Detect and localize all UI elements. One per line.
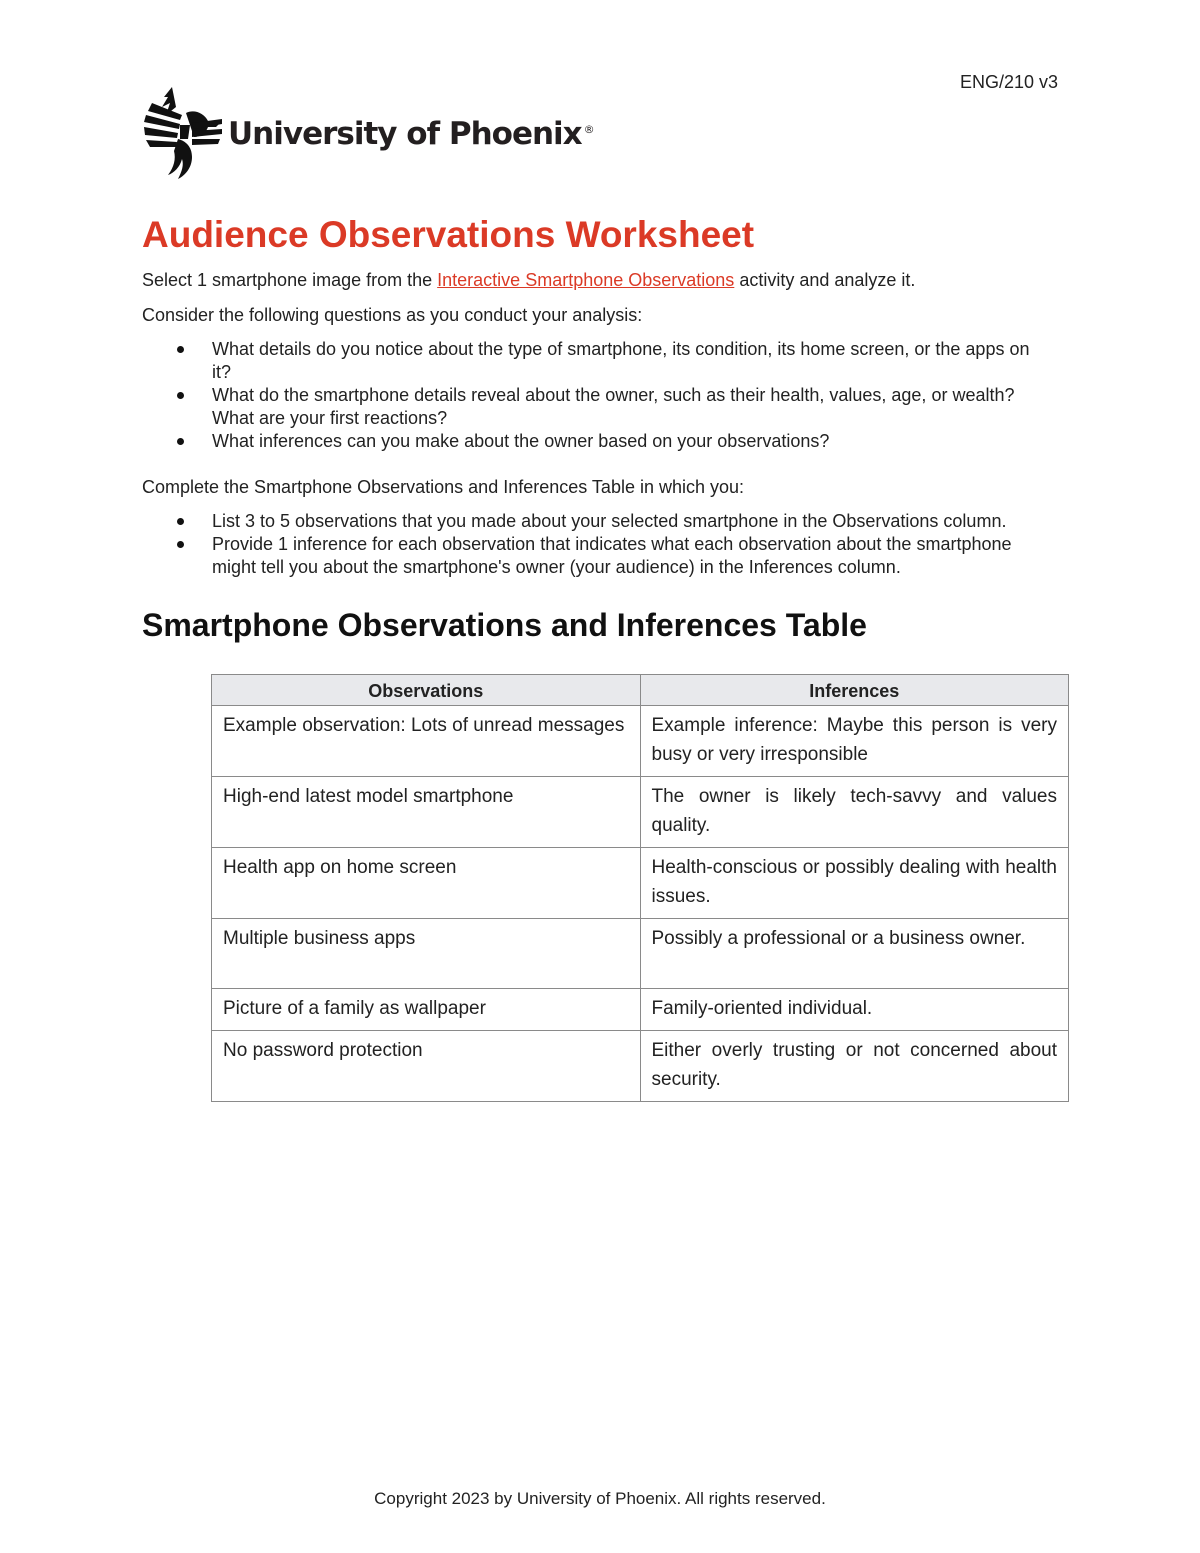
inference-cell: Either overly trusting or not concerned about security. bbox=[640, 1031, 1069, 1102]
university-logo bbox=[142, 84, 594, 180]
consider-instruction: Consider the following questions as you conduct your analysis: bbox=[142, 305, 643, 325]
select-prefix: Select 1 smartphone image from the bbox=[142, 270, 438, 290]
observation-cell: Example observation: Lots of unread messages bbox=[212, 706, 641, 777]
list-item: What do the smartphone details reveal about the owner, such as their health, values, age, or wealth? What are your first reactions? bbox=[212, 384, 1072, 430]
observation-cell: Health app on home screen bbox=[212, 848, 641, 919]
observations-table bbox=[211, 674, 1069, 1102]
copyright-footer: Copyright 2023 by University of Phoenix. All rights reserved. bbox=[374, 1489, 826, 1508]
select-suffix: activity and analyze it. bbox=[734, 270, 916, 290]
phoenix-bird-icon bbox=[142, 85, 222, 179]
inference-cell: Health-conscious or possibly dealing with health issues. bbox=[640, 848, 1069, 919]
list-item: Provide 1 inference for each observation that indicates what each observation about the smartphone might tell you about the smartphone's owner (your audience) in the Inferences column. bbox=[212, 533, 1072, 579]
table-row bbox=[212, 777, 1069, 848]
document-body bbox=[142, 212, 1072, 1102]
table-heading: Smartphone Observations and Inferences Table bbox=[142, 607, 867, 643]
table-row bbox=[212, 1031, 1069, 1102]
observation-cell: No password protection bbox=[212, 1031, 641, 1102]
table-row bbox=[212, 919, 1069, 989]
table-row bbox=[212, 706, 1069, 777]
interactive-smartphone-link[interactable]: Interactive Smartphone Observations bbox=[437, 270, 735, 290]
list-item: What inferences can you make about the owner based on your observations? bbox=[212, 430, 1072, 453]
list-item: List 3 to 5 observations that you made about your selected smartphone in the Observations column. bbox=[212, 510, 1072, 533]
complete-instruction: Complete the Smartphone Observations and Inferences Table in which you: bbox=[142, 477, 745, 497]
logo-text: University of Phoenix ® bbox=[228, 116, 594, 152]
table-row bbox=[212, 989, 1069, 1031]
inference-cell: Possibly a professional or a business owner. bbox=[640, 919, 1069, 989]
observation-cell: High-end latest model smartphone bbox=[212, 777, 641, 848]
inference-cell: The owner is likely tech-savvy and values quality. bbox=[640, 777, 1069, 848]
course-code: ENG/210 v3 bbox=[959, 72, 1058, 92]
inference-cell: Family-oriented individual. bbox=[640, 989, 1069, 1031]
list-item: What details do you notice about the type of smartphone, its condition, its home screen, or the apps on it? bbox=[212, 338, 1072, 384]
table-row bbox=[212, 848, 1069, 919]
column-header-inferences: Inferences bbox=[640, 675, 1069, 706]
inference-cell: Example inference: Maybe this person is very busy or very irresponsible bbox=[640, 706, 1069, 777]
task-list bbox=[142, 510, 1072, 579]
table-header-row bbox=[212, 675, 1069, 706]
worksheet-title: Audience Observations Worksheet bbox=[142, 214, 755, 255]
column-header-observations: Observations bbox=[212, 675, 641, 706]
question-list bbox=[142, 338, 1072, 453]
registered-mark: ® bbox=[583, 122, 594, 136]
observation-cell: Picture of a family as wallpaper bbox=[212, 989, 641, 1031]
select-instruction bbox=[142, 269, 1072, 292]
observation-cell: Multiple business apps bbox=[212, 919, 641, 989]
